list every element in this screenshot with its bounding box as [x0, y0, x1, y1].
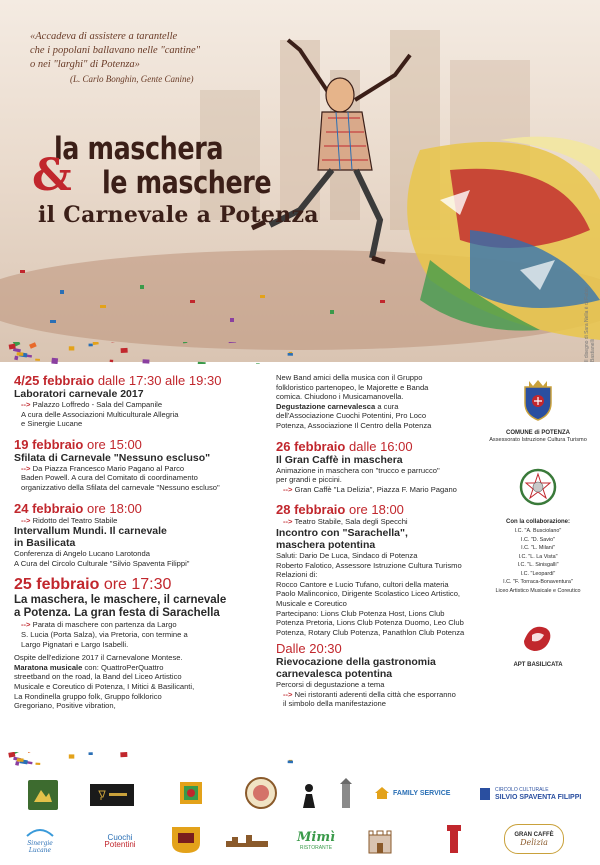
italian-republic-emblem-icon — [519, 468, 557, 506]
event-info: Roberto Falotico, Assessore Istruzione Cultura Turismo — [276, 560, 462, 570]
degustazione-text: a cura — [377, 401, 399, 411]
arrow-icon: --> — [283, 484, 293, 494]
sinergie-logo — [16, 824, 64, 856]
event-info: Conferenza di Angelo Lucano Larotonda — [14, 549, 150, 559]
arrow-icon: --> — [21, 463, 31, 473]
event-date — [276, 641, 476, 656]
event-info: Musicale e Coreutico di Potenza, I Mitici & Basilicanti, — [14, 681, 195, 691]
sponsor-logo-tower-red-icon — [432, 822, 476, 856]
confetti-piece — [288, 761, 293, 764]
event-info — [14, 400, 306, 410]
title-line-1: la maschera — [54, 131, 224, 167]
event-place — [14, 516, 306, 526]
circolo-line-1: CIRCOLO CULTURALE — [495, 787, 549, 793]
arrow-icon: --> — [21, 620, 31, 630]
collab-item: I.C. "F. Torraca-Bonaventura" — [503, 579, 573, 585]
event-degustazione — [276, 402, 476, 412]
collab-item: I.C. "Leopardi" — [520, 570, 556, 577]
event-info: New Band amici della musica con il Gruppo — [276, 373, 423, 382]
comune-name: COMUNE di POTENZA — [506, 430, 570, 436]
confetti-piece — [15, 761, 19, 766]
event-info: Potenza, Associazione Il Centro della Potenza — [276, 420, 432, 430]
mask-icon — [178, 780, 204, 806]
confetti-piece — [198, 362, 206, 364]
event-place-2: il simbolo della manifestazione — [283, 699, 386, 709]
sponsor-logo-round-icon — [244, 776, 278, 810]
tower-icon — [337, 778, 355, 810]
emblem-icon — [478, 786, 492, 802]
event-info: A cura delle Associazioni Multiculturale Allegria — [21, 409, 179, 419]
maratona-text: con: QuattroPerQuattro — [84, 662, 164, 672]
event-info-text: Parata di maschere con partenza da Largo — [32, 620, 177, 630]
confetti-piece — [17, 352, 24, 356]
sponsor-logo-colorful-icon — [178, 780, 204, 806]
confetti-piece — [26, 354, 32, 357]
cuochi-line-2: Potentini — [104, 840, 136, 849]
mimi-line-2: RISTORANTE — [299, 844, 333, 851]
event-info: Relazioni di: — [276, 570, 318, 580]
event-info: Largo Pignatari e Largo Isabelli. — [21, 639, 129, 649]
family-service-label: FAMILY SERVICE — [393, 789, 451, 797]
confetti-piece — [8, 752, 15, 758]
event-time: ore 15:00 — [86, 436, 142, 452]
collab-item: Liceo Artistico Musicale e Coreutico — [495, 587, 581, 594]
collab-item: I.C. "L. La Vista" — [518, 553, 558, 560]
event-date — [14, 373, 306, 388]
event-info: Paolo Malinconico, Dirigente Scolastico Liceo Artistico, — [276, 589, 461, 599]
mimi-logo — [288, 826, 344, 856]
collab-item: I.C. "A. Busciolano" — [514, 528, 562, 534]
arrow-icon: --> — [283, 689, 293, 699]
event-info: e Sinergie Lucane — [21, 419, 83, 429]
wine-glass-icon — [95, 789, 129, 801]
statue-icon — [299, 782, 319, 810]
event-maratona — [14, 663, 246, 673]
event-info: Saluti: Dario De Luca, Sindaco di Potenza — [276, 550, 418, 560]
event-24-febbraio — [14, 501, 306, 569]
assessorato-name: Assessorato Istruzione Cultura Turismo — [489, 437, 587, 443]
potenza-crest-icon — [521, 377, 555, 421]
event-info: dell'Associazione Cuochi Potentini, Pro Loco — [276, 411, 427, 421]
event-28-febbraio — [276, 502, 476, 637]
event-info: Potenza, Rotary Club Potenza, Panathlon Club Potenza — [276, 627, 465, 637]
event-info — [14, 620, 246, 630]
event-day: 19 febbraio — [14, 436, 84, 452]
circolo-logo — [478, 784, 596, 804]
title-ampersand: & — [32, 150, 72, 201]
event-title: Sfilata di Carnevale "Nessuno escluso" — [14, 451, 211, 464]
circolo-text — [495, 787, 581, 801]
poster-title — [32, 132, 319, 228]
event-place-text: Teatro Stabile, Sala degli Specchi — [294, 517, 408, 527]
right-column — [478, 373, 598, 668]
confetti-piece — [35, 359, 40, 361]
apt-basilicata-label: APT BASILICATA — [513, 662, 563, 668]
sinergie-label: Sinergie Lucane — [27, 840, 53, 854]
cuochi-logo — [92, 828, 148, 854]
house-icon — [374, 786, 390, 800]
event-date — [14, 501, 306, 516]
event-time: dalle 16:00 — [348, 438, 413, 454]
event-title: Rievocazione della gastronomia — [276, 656, 436, 669]
event-place-text: Nei ristoranti aderenti della città che esporranno — [294, 689, 456, 699]
event-day: 28 febbraio — [276, 502, 346, 518]
event-place — [276, 485, 476, 495]
event-title: La maschera, le maschere, il carnevale — [14, 594, 227, 607]
badge-icon — [244, 776, 278, 810]
red-tower-icon — [443, 823, 465, 855]
degustazione-label: Degustazione carnevalesca — [276, 401, 376, 411]
event-info: La Rondinella gruppo folk, Gruppo folklorico — [14, 691, 162, 701]
collab-title: Con la collaborazione: — [505, 519, 570, 525]
event-time: Dalle 20:30 — [276, 641, 342, 657]
confetti-piece — [120, 752, 127, 757]
cuochi-line-1: Cuochi — [107, 833, 133, 842]
event-title-2: a Potenza. La gran festa di Sarachella — [14, 607, 220, 620]
castle-icon — [365, 825, 395, 855]
confetti-divider-bottom-icon — [0, 752, 600, 766]
confetti-piece — [35, 763, 40, 765]
gran-caffe-logo — [504, 824, 564, 854]
arrow-icon: --> — [21, 400, 31, 409]
event-info: Musicale e Coreutico — [276, 598, 347, 608]
event-time: ore 18:00 — [348, 502, 404, 518]
sponsor-logos — [0, 772, 600, 865]
title-line-2: le maschere — [102, 165, 272, 201]
event-date — [14, 437, 306, 452]
event-continuation — [276, 373, 476, 431]
confetti-piece — [288, 353, 293, 356]
hero-illustration — [0, 0, 600, 362]
confetti-piece — [183, 342, 188, 343]
event-date — [276, 502, 476, 517]
sponsor-logo-castle-icon — [360, 824, 400, 856]
confetti-piece — [51, 358, 58, 364]
event-day: 24 febbraio — [14, 500, 84, 516]
quote-line: «Accadeva di assistere a tarantelle — [30, 31, 178, 42]
apt-basilicata-logo-icon — [520, 621, 556, 655]
gran-caffe-line-2: Delizia — [520, 838, 548, 847]
middle-column — [276, 373, 476, 717]
event-info — [14, 464, 306, 474]
arrow-icon: --> — [283, 517, 293, 527]
event-title: Intervallum Mundi. Il carnevale — [14, 525, 167, 538]
event-info: Partecipano: Lions Club Potenza Host, Lions Club — [276, 608, 445, 618]
event-title-2: carnevalesca potentina — [276, 668, 393, 681]
event-info: streetband on the road, la Band del Liceo Artistico — [14, 672, 182, 682]
confetti-piece — [111, 342, 118, 343]
mountain-icon — [32, 784, 54, 806]
event-info-text: Da Piazza Francesco Mario Pagano al Parco — [32, 463, 185, 473]
event-info: comica. Chiudono i Musicamanovella. — [276, 392, 404, 402]
sponsor-logo-figure-icon — [298, 782, 320, 810]
event-26-febbraio — [276, 439, 476, 495]
event-info: per grandi e piccini. — [276, 475, 342, 485]
event-time: ore 18:00 — [86, 500, 142, 516]
event-guest: Ospite dell'edizione 2017 il Carnevalone Montese. — [14, 653, 183, 663]
sponsor-logo-green-icon — [28, 780, 58, 810]
event-date — [276, 439, 476, 454]
title-line-3: il Carnevale a Potenza — [38, 202, 319, 228]
event-info: Rocco Cantore e Lucio Tufano, cultori della materia — [276, 579, 449, 589]
event-day: 4/25 febbraio — [14, 373, 95, 388]
confetti-divider-icon — [0, 342, 600, 364]
event-dalle-20-30 — [276, 641, 476, 709]
event-title: Il Gran Caffè in maschera — [276, 453, 403, 466]
event-info: Animazione in maschera con "trucco e parrucco" — [276, 465, 440, 475]
event-place — [276, 690, 476, 700]
event-title: Laboratori carnevale 2017 — [14, 388, 144, 400]
sponsor-logo-bacco-icon — [166, 822, 206, 856]
event-title: Incontro con "Sarachella", — [276, 526, 408, 539]
confetti-piece — [69, 754, 75, 758]
event-day: 25 febbraio — [14, 576, 100, 594]
circolo-line-2: SILVIO SPAVENTA FILIPPI — [495, 794, 582, 801]
event-info: Percorsi di degustazione a tema — [276, 680, 385, 690]
event-info: folkloristico partenopeo, le Majorette e Banda — [276, 382, 429, 392]
confetti-piece — [110, 360, 114, 363]
arrow-icon: --> — [21, 515, 31, 525]
quote-author: (L. Carlo Bonghin, Gente Canine) — [70, 74, 194, 84]
hero-quote — [30, 30, 260, 86]
confetti-piece — [29, 342, 37, 349]
skyline-icon — [224, 833, 270, 849]
event-info: A Cura del Circolo Culturale "Silvio Spaventa Filippi" — [14, 558, 190, 568]
confetti-piece — [69, 346, 75, 350]
sponsor-logo-tower-icon — [336, 778, 356, 810]
event-place — [276, 517, 476, 527]
confetti-piece — [17, 758, 24, 762]
collab-item: I.C. "L. Sinisgalli" — [517, 562, 559, 568]
confetti-piece — [27, 752, 35, 753]
confetti-piece — [89, 752, 93, 755]
confetti-piece — [89, 344, 93, 347]
event-info: Gregoriano, Positive vibration, — [14, 701, 116, 711]
sponsor-logo-dark-icon — [90, 784, 134, 806]
event-time: dalle 17:30 alle 19:30 — [97, 373, 222, 388]
maratona-label: Maratona musicale — [14, 662, 83, 672]
event-title-2: maschera potentina — [276, 538, 376, 551]
confetti-piece — [121, 348, 128, 353]
collab-item: I.C. "D. Savio" — [520, 536, 556, 543]
crest-icon — [168, 823, 204, 855]
mimi-line-1: Mimì — [296, 829, 336, 845]
event-25-febbraio — [14, 576, 246, 710]
event-info-text: Palazzo Loffredo - Sala del Campanile — [32, 400, 163, 409]
event-time: ore 17:30 — [103, 576, 172, 594]
gran-caffe-line-1: GRAN CAFFÈ — [514, 832, 554, 838]
event-date — [14, 576, 246, 594]
event-info: Potenza Pretoria, Lions Club Potenza Duomo, Leo Club — [276, 618, 464, 628]
confetti-piece — [256, 363, 260, 364]
quote-line: o nei "larghi" di Potenza» — [30, 59, 140, 70]
confetti-piece — [142, 359, 149, 363]
event-info: Baden Powell. A cura del Comitato di coordinamento — [21, 473, 198, 483]
event-info: S. Lucia (Porta Salza), via Pretoria, con termine a — [21, 629, 188, 639]
left-column — [14, 373, 306, 719]
costume-swirl-icon — [407, 137, 600, 340]
confetti-piece — [228, 342, 236, 343]
collab-item: I.C. "L. Milani" — [521, 545, 555, 551]
swirl-icon — [25, 826, 55, 840]
event-title-2: in Basilicata — [14, 537, 76, 550]
quote-line: che i popolani ballavano nelle "cantine" — [30, 45, 201, 56]
confetti-piece — [27, 761, 33, 764]
event-4-25-febbraio — [14, 373, 306, 429]
event-info: organizzativo della Sfilata del carnevale "Nessuno escluso" — [21, 482, 220, 492]
confetti-piece — [93, 342, 99, 345]
illustration-credit: Il disegno di Sara Nella è di Fabio Bastianelli — [584, 287, 596, 362]
confetti-piece — [14, 356, 18, 361]
event-19-febbraio — [14, 437, 306, 493]
event-place-text: Gran Caffè "La Delizia", Piazza F. Mario Pagano — [294, 484, 457, 494]
event-place-text: Ridotto del Teatro Stabile — [32, 515, 118, 525]
family-service-logo — [374, 784, 466, 802]
event-day: 26 febbraio — [276, 438, 346, 454]
sponsor-logo-text-icon — [222, 830, 272, 852]
